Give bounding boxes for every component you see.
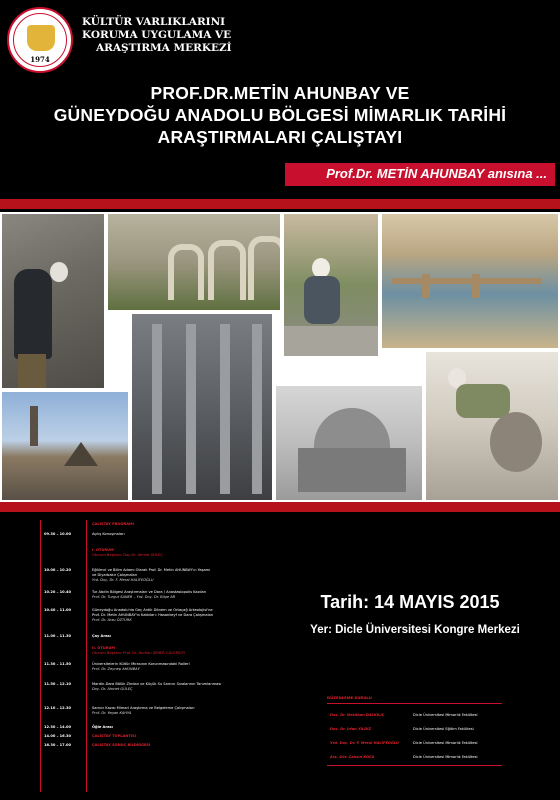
institution-line: KÜLTÜR VARLIKLARINI [82, 16, 226, 28]
institution-name [82, 16, 252, 55]
institution-line: KORUMA UYGULAMA VE [82, 29, 232, 41]
logo-year: 1974 [30, 55, 50, 64]
photo-church-columns [130, 312, 274, 502]
title-line: ARAŞTIRMALARI ÇALIŞTAYI [157, 127, 403, 147]
committee-divider [327, 703, 502, 704]
logo-seal-icon [27, 25, 55, 51]
committee-divider [327, 765, 502, 766]
photo-man-examining-stone [424, 350, 560, 502]
photo-ruins-arches [106, 212, 282, 312]
title-line: GÜNEYDOĞU ANADOLU BÖLGESİ MİMARLIK TARİHİ [53, 105, 507, 125]
photo-dome-building [274, 384, 424, 502]
bottom-red-bar [0, 502, 560, 512]
photo-mosque-courtyard [0, 390, 130, 502]
schedule: ÇALIŞTAY PROGRAMI 09.30 – 10.00 Açılış Konuşmaları I. OTURUM Oturum Başkanı: Doç.Dr. Ahmet GÜLEÇ 10.00 – 10.20 Eğitimci ve Bilim Adamı Olarak Prof. Dr. Metin AHUNBAY'ın Yaşamı ve Diyarbakır Çalışmaları Yrd. Doç. Dr. F. Meral HALİFEOĞLU 10.20 – 10.40 Tur Abdin Bölgesi Araştırmaları ve Dara / Anastasiopolis Kazıları Prof. Dr. Turgut SANER – Yrd. Doç. Dr. Bilge AR 10.40 – 11.00 Güneydoğu Anadolu'da Geç Antik Dönem ve Ortaçağ Arkeolojisi'ne Prof. Dr. Metin AHUNBAY'ın Katkıları: Hasankeyf ve Dara Çalışmaları Prof. Dr. Arzu ÖZTÜRK 11.00 – 11.30 Çay Arası II. OTURUM Oturum Başkanı: Prof. Dr. Nurhan ŞENER GÜLERSOY 11.30 – 11.50 Üniversitelerin Kültür Mirasının Korunmasındaki Rolleri Prof. Dr. Zeynep AHUNBAY 11.50 – 12.10 Mardin-Dara Bölük Zindan ve Küçük Su Sarnıcı Sıvalarının Tanımlanması Doç. Dr. Ahmet GÜLEÇ 12.10 – 12.30 Sarnıcı Kazısı Mimari Araştırma ve Belgeleme Çalışmaları Prof. Dr. Yegan KAHYA 12.30 – 14.00 Öğle Arası 14.00 – 16.30 ÇALIŞTAY TOPLANTISI 16.30 – 17.00 ÇALIŞTAY SONUÇ BİLDİRGESİ [40, 520, 261, 792]
photo-bridge-landscape [380, 212, 560, 350]
photo-man-sitting [282, 212, 380, 358]
university-logo [7, 7, 73, 73]
subtitle-band [285, 163, 555, 186]
committee-header: DÜZENLEME KURULU [327, 695, 372, 700]
title-line: PROF.DR.METİN AHUNBAY VE [150, 83, 410, 103]
schedule-header: ÇALIŞTAY PROGRAMI [92, 522, 134, 526]
poster-title [0, 82, 560, 148]
event-place: Yer: Dicle Üniversitesi Kongre Merkezi [310, 624, 520, 636]
event-date: Tarih: 14 MAYIS 2015 [320, 592, 500, 612]
top-red-bar [0, 199, 560, 209]
institution-line: ARAŞTIRMA MERKEZİ [96, 42, 232, 54]
organizing-committee: DÜZENLEME KURULU Doç. Dr. Neslihan DALKILIÇ Dicle Üniversitesi Mimarlık Fakültesi Doç. Dr. İrfan YILDIZ Dicle Üniversitesi Eğitim Fakültesi Yrd. Doç. Dr. F. Meral HALİFEOĞLU Dicle Üniversitesi Mimarlık Fakültesi Arş. Gör. Cansın KOCA Dicle Üniversitesi Mimarlık Fakültesi [327, 695, 502, 767]
photo-collage [0, 212, 560, 502]
photo-man-at-wall [0, 212, 106, 390]
subtitle-text: Prof.Dr. METİN AHUNBAY anısına ... [326, 166, 547, 181]
